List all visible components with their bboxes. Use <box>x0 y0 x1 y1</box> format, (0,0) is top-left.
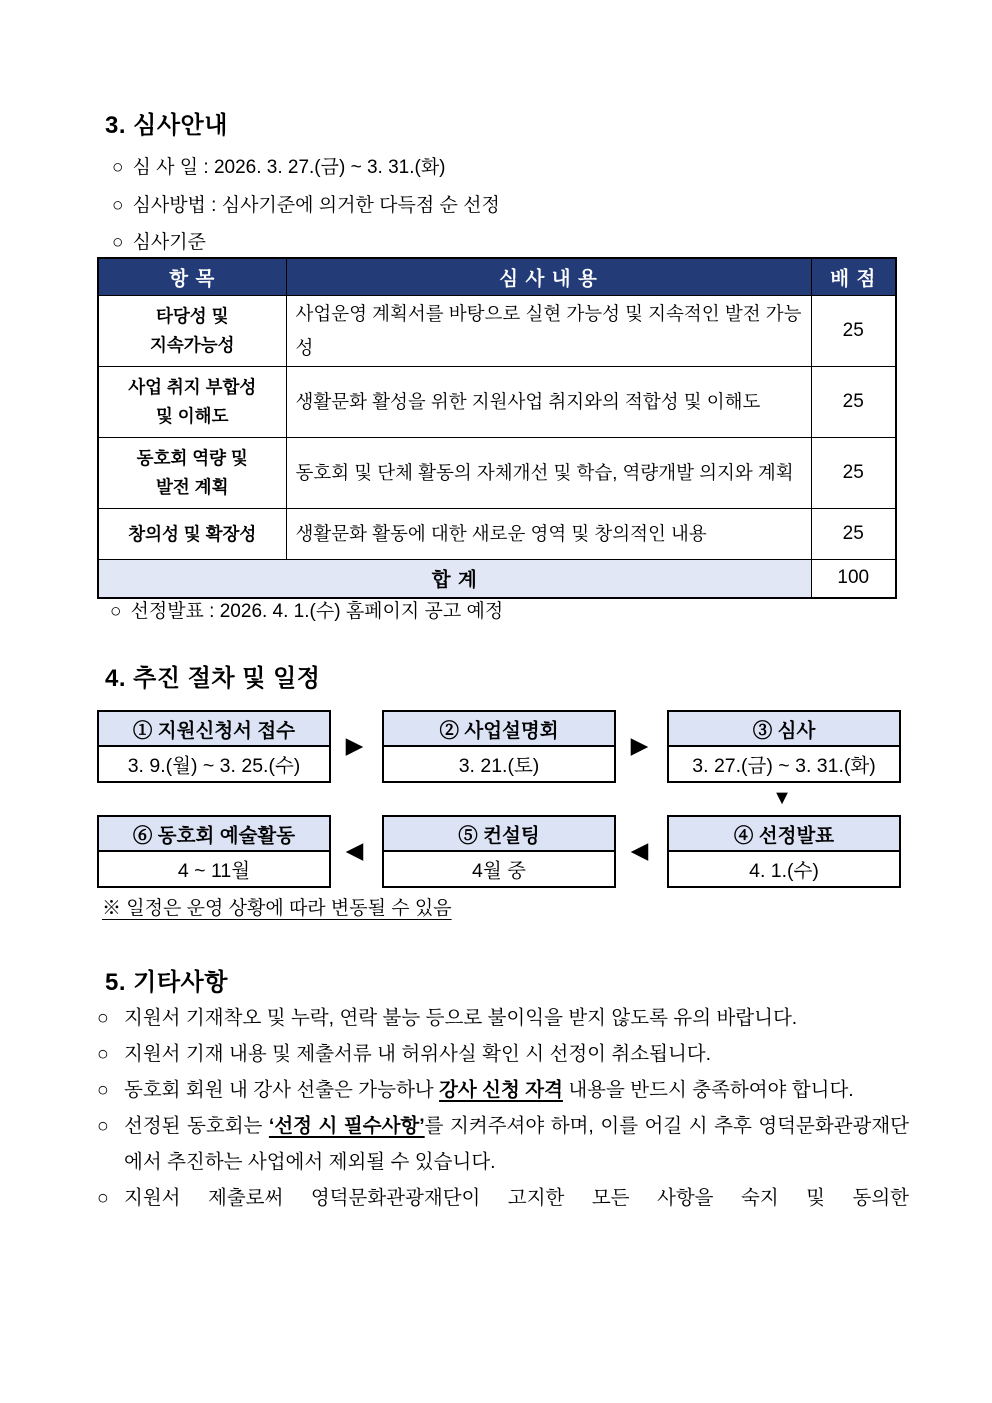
table-row <box>98 296 896 367</box>
criteria-item: 사업 취지 부합성 및 이해도 <box>98 367 286 438</box>
notice-item: ○ 지원서 제출로써 영덕문화관광재단이 고지한 모든 사항을 숙지 및 동의한 <box>97 1180 909 1216</box>
criteria-score: 25 <box>811 509 896 560</box>
emphasis-text: 강사 신청 자격 <box>439 1079 563 1101</box>
criteria-score: 25 <box>811 438 896 509</box>
col-header-item: 항 목 <box>98 258 286 296</box>
criteria-content: 생활문화 활동에 대한 새로운 영역 및 창의적인 내용 <box>286 509 811 560</box>
criteria-score: 25 <box>811 296 896 367</box>
criteria-content: 생활문화 활성을 위한 지원사업 취지와의 적합성 및 이해도 <box>286 367 811 438</box>
arrow-left-icon: ◀ <box>345 837 364 863</box>
table-header-row <box>98 258 896 296</box>
circle-bullet-icon: ○ <box>97 1007 109 1029</box>
circle-bullet-icon: ○ <box>110 601 122 622</box>
flow-step-date: 3. 9.(월) ~ 3. 25.(수) <box>127 755 301 777</box>
emphasis-text: ‘선정 시 필수사항’ <box>268 1115 425 1137</box>
table-row <box>98 367 896 438</box>
flow-step-2 <box>382 710 616 783</box>
flow-step-1 <box>97 710 331 783</box>
review-criteria-text: 심사기준 <box>132 232 206 253</box>
notice-item: ○ 지원서 기재착오 및 누락, 연락 불능 등으로 불이익을 받지 않도록 유의 바랍니다. <box>97 1000 909 1036</box>
notice-item: ○ 선정된 동호회는 ‘선정 시 필수사항’를 지켜주셔야 하며, 이를 어길 시 추후 영덕문화관광재단에서 추진하는 사업에서 제외될 수 있습니다. <box>97 1108 909 1180</box>
process-flowchart <box>97 710 897 890</box>
section4-heading: 4. 추진 절차 및 일정 <box>105 665 321 692</box>
flow-step-date: 4 ~ 11월 <box>177 860 251 882</box>
criteria-content: 동호회 및 단체 활동의 자체개선 및 학습, 역량개발 의지와 계획 <box>286 438 811 509</box>
review-criteria-table <box>97 257 897 599</box>
arrow-right-icon: ▶ <box>630 732 649 758</box>
flow-step-3 <box>667 710 901 783</box>
circle-bullet-icon: ○ <box>97 1187 109 1209</box>
circle-bullet-icon: ○ <box>97 1115 109 1137</box>
announcement-line <box>110 595 503 629</box>
flow-step-title: ⑥ 동호회 예술활동 <box>99 817 329 852</box>
col-header-score: 배 점 <box>811 258 896 296</box>
flow-step-date: 3. 27.(금) ~ 3. 31.(화) <box>692 755 876 777</box>
section5-heading: 5. 기타사항 <box>105 969 228 996</box>
section3-heading: 3. 심사안내 <box>105 112 228 139</box>
table-row <box>98 509 896 560</box>
circle-bullet-icon: ○ <box>112 232 124 253</box>
section3-bullet-list <box>112 149 500 262</box>
criteria-score: 25 <box>811 367 896 438</box>
circle-bullet-icon: ○ <box>112 194 124 216</box>
criteria-content: 사업운영 계획서를 바탕으로 실현 가능성 및 지속적인 발전 가능성 <box>286 296 811 367</box>
circle-bullet-icon: ○ <box>97 1043 109 1065</box>
flow-step-title: ⑤ 컨설팅 <box>384 817 614 852</box>
criteria-item: 동호회 역량 및 발전 계획 <box>98 438 286 509</box>
flow-step-date: 4월 중 <box>472 860 526 882</box>
arrow-left-icon: ◀ <box>630 837 649 863</box>
review-date-line <box>112 149 500 187</box>
flow-step-title: ③ 심사 <box>669 712 899 747</box>
flow-step-6 <box>97 815 331 888</box>
schedule-change-note: ※ 일정은 운영 상황에 따라 변동될 수 있음 <box>102 898 452 919</box>
review-date-text: 심 사 일 : 2026. 3. 27.(금) ~ 3. 31.(화) <box>132 157 446 178</box>
notice-item: ○ 동호회 회원 내 강사 선출은 가능하나 강사 신청 자격 내용을 반드시 충족하여야 합니다. <box>97 1072 909 1108</box>
flow-step-5 <box>382 815 616 888</box>
section5-bullet-list <box>97 1000 909 1216</box>
arrow-right-icon: ▶ <box>345 732 364 758</box>
notice-item: ○ 지원서 기재 내용 및 제출서류 내 허위사실 확인 시 선정이 취소됩니다. <box>97 1036 909 1072</box>
flow-step-4 <box>667 815 901 888</box>
total-score: 100 <box>811 560 896 598</box>
arrow-down-icon: ▼ <box>772 787 792 809</box>
flow-step-title: ① 지원신청서 접수 <box>99 712 329 747</box>
flow-step-date: 3. 21.(토) <box>458 755 540 777</box>
review-method-line <box>112 187 500 225</box>
criteria-item: 창의성 및 확장성 <box>98 509 286 560</box>
table-total-row <box>98 560 896 598</box>
review-criteria-line <box>112 224 500 262</box>
total-label: 합 계 <box>98 560 811 598</box>
circle-bullet-icon: ○ <box>97 1079 109 1101</box>
flow-step-title: ④ 선정발표 <box>669 817 899 852</box>
circle-bullet-icon: ○ <box>112 157 124 178</box>
col-header-content: 심 사 내 용 <box>286 258 811 296</box>
flow-step-date: 4. 1.(수) <box>749 860 819 882</box>
announcement-text: 선정발표 : 2026. 4. 1.(수) 홈페이지 공고 예정 <box>130 601 504 622</box>
flow-step-title: ② 사업설명회 <box>384 712 614 747</box>
table-row <box>98 438 896 509</box>
criteria-item: 타당성 및 지속가능성 <box>98 296 286 367</box>
review-method-text: 심사방법 : 심사기준에 의거한 다득점 순 선정 <box>132 194 500 216</box>
